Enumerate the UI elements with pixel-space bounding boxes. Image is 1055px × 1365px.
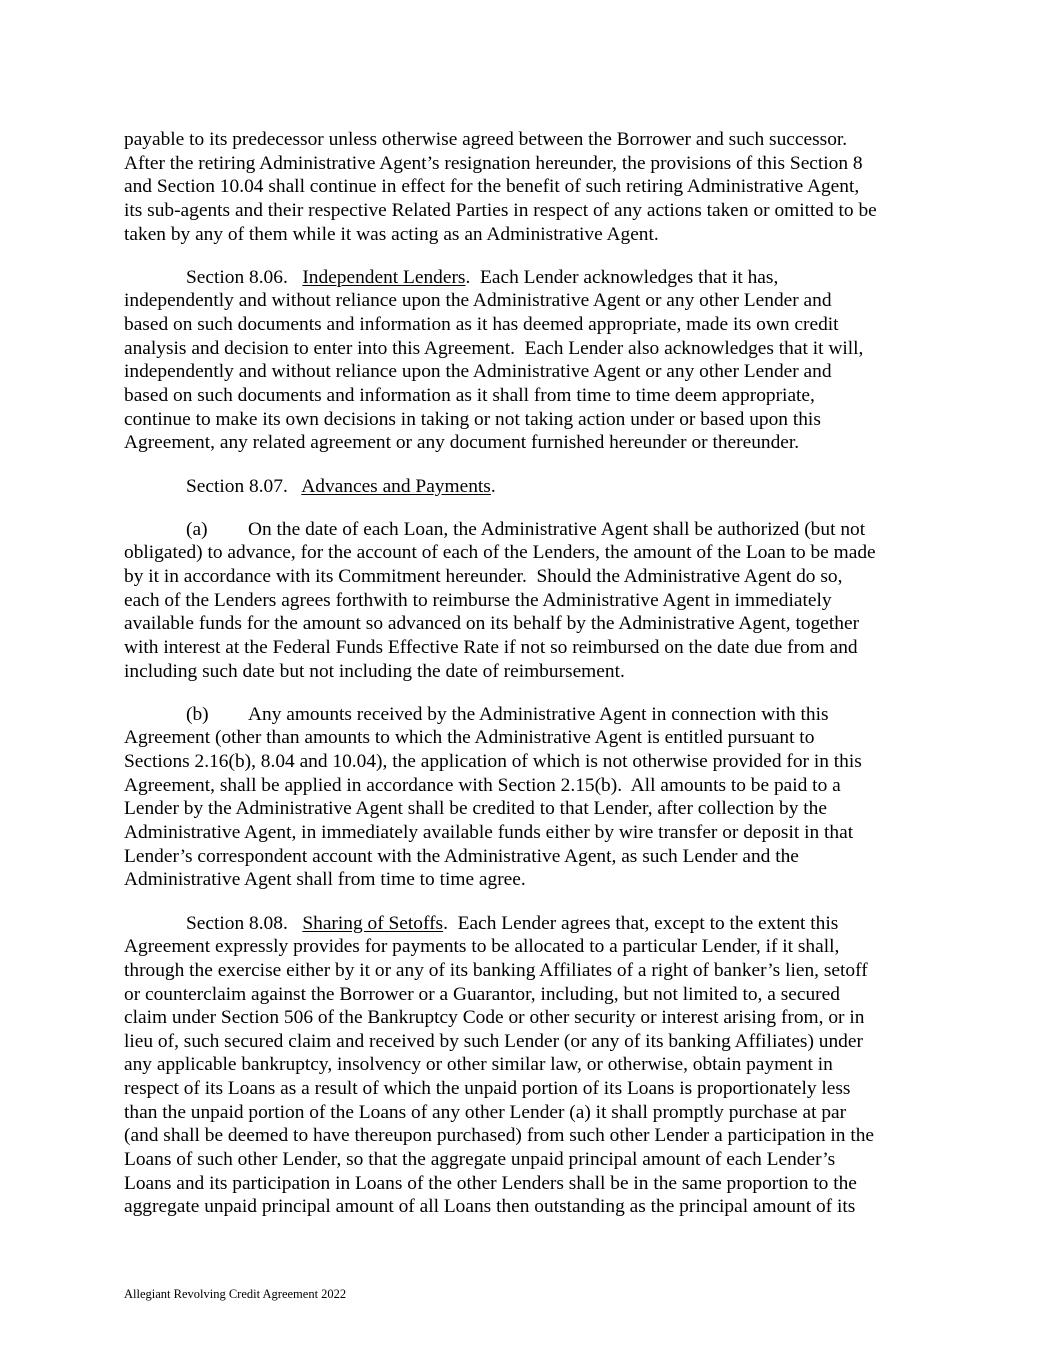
clause-paragraph	[124, 518, 944, 684]
clause-first-line	[124, 518, 944, 542]
text-line: aggregate unpaid principal amount of all Loans then outstanding as the principal amount of its	[124, 1196, 856, 1218]
section-title: Sharing of Setoffs	[302, 912, 444, 934]
text-line: Administrative Agent shall from time to time agree.	[124, 869, 526, 891]
text-line: (and shall be deemed to have thereupon purchased) from such other Lender a participation in the	[124, 1125, 875, 1147]
section-heading-line	[124, 912, 944, 936]
section-number: Section 8.06.	[186, 266, 303, 288]
text-run: . Each Lender acknowledges that it has,	[465, 266, 779, 288]
text-run: Any amounts received by the Administrative Agent in connection with this	[248, 703, 829, 725]
clause-label: (b)	[186, 703, 209, 725]
text-line: including such date but not including the date of reimbursement.	[124, 660, 625, 682]
text-run: . Each Lender agrees that, except to the extent this	[443, 912, 839, 934]
section-number: Section 8.07.	[186, 475, 302, 497]
text-line: and Section 10.04 shall continue in effect for the benefit of such retiring Administrative Agent,	[124, 176, 860, 198]
section-number: Section 8.08.	[186, 912, 303, 934]
clause-paragraph	[124, 703, 944, 892]
section-paragraph	[124, 912, 944, 1220]
text-line: obligated) to advance, for the account of each of the Lenders, the amount of the Loan to be made	[124, 542, 876, 564]
text-line: Agreement, shall be applied in accordance with Section 2.15(b). All amounts to be paid to a	[124, 774, 841, 796]
text-line: analysis and decision to enter into this Agreement. Each Lender also acknowledges that it will,	[124, 337, 864, 359]
text-line: Lender by the Administrative Agent shall be credited to that Lender, after collection by the	[124, 798, 827, 820]
clause-first-line	[124, 703, 944, 727]
text-line: continue to make its own decisions in taking or not taking action under or based upon this	[124, 408, 821, 430]
text-line: Agreement (other than amounts to which the Administrative Agent is entitled pursuant to	[124, 727, 815, 749]
text-line: than the unpaid portion of the Loans of any other Lender (a) it shall promptly purchase at par	[124, 1101, 847, 1123]
text-line: independently and without reliance upon the Administrative Agent or any other Lender and	[124, 290, 832, 312]
text-run: .	[490, 475, 496, 497]
text-line: any applicable bankruptcy, insolvency or other similar law, or otherwise, obtain payment in	[124, 1054, 833, 1076]
text-line: its sub-agents and their respective Related Parties in respect of any actions taken or omitted to be	[124, 199, 877, 221]
section-heading-line	[124, 266, 944, 290]
text-line: Agreement expressly provides for payments to be allocated to a particular Lender, if it shall,	[124, 936, 840, 958]
text-line: lieu of, such secured claim and received by such Lender (or any of its banking Affiliates) under	[124, 1030, 863, 1052]
section-title: Advances and Payments	[301, 475, 491, 497]
section-title: Independent Lenders	[302, 266, 466, 288]
section-heading-line	[124, 475, 944, 499]
text-line: payable to its predecessor unless otherwise agreed between the Borrower and such successor.	[124, 129, 848, 150]
text-line: independently and without reliance upon the Administrative Agent or any other Lender and	[124, 361, 832, 383]
text-line: Sections 2.16(b), 8.04 and 10.04), the application of which is not otherwise provided for in this	[124, 751, 862, 773]
text-line: Loans of such other Lender, so that the aggregate unpaid principal amount of each Lender’s	[124, 1149, 836, 1171]
body-paragraph	[124, 128, 944, 246]
text-line: Lender’s correspondent account with the Administrative Agent, as such Lender and the	[124, 845, 799, 867]
section-paragraph	[124, 266, 944, 455]
text-line: available funds for the amount so advanced on its behalf by the Administrative Agent, together	[124, 613, 860, 635]
text-line: each of the Lenders agrees forthwith to reimburse the Administrative Agent in immediately	[124, 589, 832, 611]
page-footer: Allegiant Revolving Credit Agreement 2022	[124, 1287, 347, 1301]
text-line: through the exercise either by it or any of its banking Affiliates of a right of banker’s lien, setoff	[124, 959, 868, 981]
text-line: respect of its Loans as a result of which the unpaid portion of its Loans is proportionately less	[124, 1078, 851, 1100]
text-line: taken by any of them while it was acting as an Administrative Agent.	[124, 223, 659, 245]
text-run: On the date of each Loan, the Administrative Agent shall be authorized (but not	[248, 518, 866, 540]
text-line: or counterclaim against the Borrower or a Guarantor, including, but not limited to, a secured	[124, 983, 840, 1005]
section-paragraph	[124, 475, 944, 499]
clause-label: (a)	[186, 518, 208, 540]
text-line: based on such documents and information as it shall from time to time deem appropriate,	[124, 385, 815, 407]
text-line: with interest at the Federal Funds Effective Rate if not so reimbursed on the date due from and	[124, 636, 858, 658]
text-line: based on such documents and information as it has deemed appropriate, made its own credit	[124, 314, 839, 336]
text-line: claim under Section 506 of the Bankruptcy Code or other security or interest arising from, or in	[124, 1007, 865, 1029]
text-line: by it in accordance with its Commitment hereunder. Should the Administrative Agent do so,	[124, 566, 843, 587]
text-line: Loans and its participation in Loans of the other Lenders shall be in the same proportion to the	[124, 1172, 857, 1194]
text-line: Agreement, any related agreement or any document furnished hereunder or thereunder.	[124, 432, 800, 454]
text-line: Administrative Agent, in immediately available funds either by wire transfer or deposit in that	[124, 822, 854, 844]
document-body	[124, 128, 944, 1239]
text-line: After the retiring Administrative Agent’s resignation hereunder, the provisions of this Section 8	[124, 152, 863, 174]
